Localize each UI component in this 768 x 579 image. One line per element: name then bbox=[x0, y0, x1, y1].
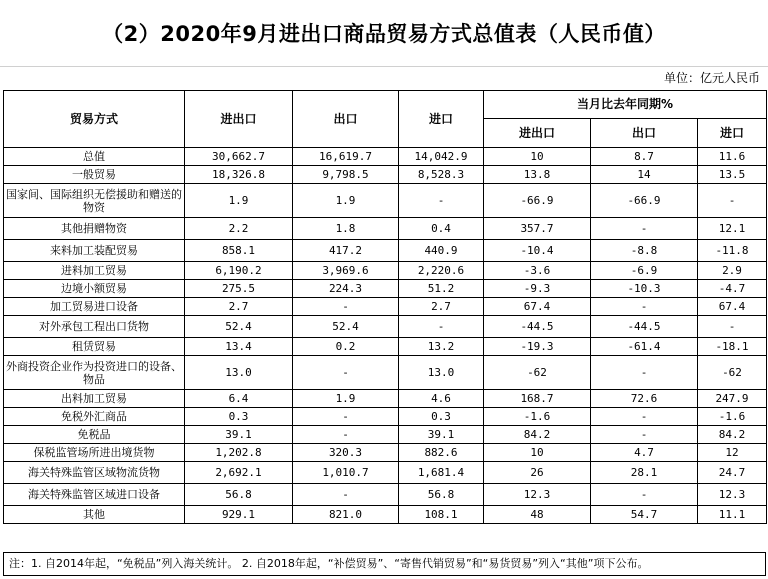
header-yoy-group: 当月比去年同期% bbox=[484, 91, 767, 119]
table-row bbox=[4, 298, 767, 316]
cell-export: - bbox=[293, 408, 399, 426]
table-row bbox=[4, 462, 767, 484]
cell-yoy-import: -4.7 bbox=[698, 280, 767, 298]
header-total: 进出口 bbox=[185, 91, 293, 148]
cell-yoy-export: 72.6 bbox=[591, 390, 698, 408]
cell-yoy-export: -61.4 bbox=[591, 338, 698, 356]
cell-export: 0.2 bbox=[293, 338, 399, 356]
cell-total: 52.4 bbox=[185, 316, 293, 338]
cell-yoy-export: 28.1 bbox=[591, 462, 698, 484]
cell-total: 1,202.8 bbox=[185, 444, 293, 462]
cell-yoy-total: 67.4 bbox=[484, 298, 591, 316]
table-row bbox=[4, 338, 767, 356]
cell-export: 224.3 bbox=[293, 280, 399, 298]
cell-export: - bbox=[293, 426, 399, 444]
cell-name: 来料加工装配贸易 bbox=[4, 240, 185, 262]
cell-total: 13.4 bbox=[185, 338, 293, 356]
cell-yoy-total: 12.3 bbox=[484, 484, 591, 506]
cell-yoy-import: 12 bbox=[698, 444, 767, 462]
cell-export: 1.9 bbox=[293, 390, 399, 408]
cell-yoy-import: 247.9 bbox=[698, 390, 767, 408]
cell-yoy-export: - bbox=[591, 484, 698, 506]
table-row bbox=[4, 408, 767, 426]
cell-total: 56.8 bbox=[185, 484, 293, 506]
cell-import: 2.7 bbox=[399, 298, 484, 316]
cell-total: 2.2 bbox=[185, 218, 293, 240]
cell-import: 56.8 bbox=[399, 484, 484, 506]
cell-name: 租赁贸易 bbox=[4, 338, 185, 356]
cell-yoy-import: -18.1 bbox=[698, 338, 767, 356]
cell-import: 14,042.9 bbox=[399, 148, 484, 166]
cell-yoy-total: 10 bbox=[484, 148, 591, 166]
cell-yoy-total: -66.9 bbox=[484, 184, 591, 218]
cell-import: 8,528.3 bbox=[399, 166, 484, 184]
cell-total: 39.1 bbox=[185, 426, 293, 444]
cell-export: 1.8 bbox=[293, 218, 399, 240]
cell-import: 882.6 bbox=[399, 444, 484, 462]
cell-yoy-import: - bbox=[698, 184, 767, 218]
cell-import: 0.3 bbox=[399, 408, 484, 426]
cell-name: 对外承包工程出口货物 bbox=[4, 316, 185, 338]
cell-total: 2,692.1 bbox=[185, 462, 293, 484]
cell-yoy-total: 357.7 bbox=[484, 218, 591, 240]
header-yoy-export: 出口 bbox=[591, 119, 698, 148]
cell-export: 320.3 bbox=[293, 444, 399, 462]
cell-yoy-import: 11.6 bbox=[698, 148, 767, 166]
cell-name: 出料加工贸易 bbox=[4, 390, 185, 408]
cell-yoy-total: -3.6 bbox=[484, 262, 591, 280]
cell-import: 13.0 bbox=[399, 356, 484, 390]
cell-name: 一般贸易 bbox=[4, 166, 185, 184]
cell-yoy-export: - bbox=[591, 298, 698, 316]
cell-name: 免税外汇商品 bbox=[4, 408, 185, 426]
cell-total: 929.1 bbox=[185, 506, 293, 524]
cell-export: - bbox=[293, 298, 399, 316]
cell-yoy-export: -44.5 bbox=[591, 316, 698, 338]
cell-yoy-export: -10.3 bbox=[591, 280, 698, 298]
header-yoy-import: 进口 bbox=[698, 119, 767, 148]
cell-import: 4.6 bbox=[399, 390, 484, 408]
table-row bbox=[4, 356, 767, 390]
cell-total: 13.0 bbox=[185, 356, 293, 390]
cell-name: 国家间、国际组织无偿援助和赠送的物资 bbox=[4, 184, 185, 218]
cell-total: 18,326.8 bbox=[185, 166, 293, 184]
cell-yoy-import: 12.3 bbox=[698, 484, 767, 506]
cell-import: 13.2 bbox=[399, 338, 484, 356]
cell-total: 0.3 bbox=[185, 408, 293, 426]
cell-yoy-total: -10.4 bbox=[484, 240, 591, 262]
cell-yoy-import: 2.9 bbox=[698, 262, 767, 280]
table-row bbox=[4, 166, 767, 184]
header-yoy-total: 进出口 bbox=[484, 119, 591, 148]
cell-export: - bbox=[293, 356, 399, 390]
cell-yoy-total: -44.5 bbox=[484, 316, 591, 338]
cell-yoy-total: -62 bbox=[484, 356, 591, 390]
cell-yoy-total: 26 bbox=[484, 462, 591, 484]
table-row bbox=[4, 426, 767, 444]
cell-name: 其他捐赠物资 bbox=[4, 218, 185, 240]
cell-export: 1,010.7 bbox=[293, 462, 399, 484]
cell-name: 进料加工贸易 bbox=[4, 262, 185, 280]
table-row bbox=[4, 148, 767, 166]
cell-total: 858.1 bbox=[185, 240, 293, 262]
cell-yoy-export: - bbox=[591, 426, 698, 444]
header-export: 出口 bbox=[293, 91, 399, 148]
cell-yoy-export: 4.7 bbox=[591, 444, 698, 462]
cell-total: 6,190.2 bbox=[185, 262, 293, 280]
cell-yoy-export: 54.7 bbox=[591, 506, 698, 524]
cell-import: - bbox=[399, 316, 484, 338]
cell-import: 2,220.6 bbox=[399, 262, 484, 280]
cell-yoy-export: - bbox=[591, 408, 698, 426]
cell-yoy-total: -1.6 bbox=[484, 408, 591, 426]
table-row bbox=[4, 444, 767, 462]
cell-yoy-total: 10 bbox=[484, 444, 591, 462]
unit-label: 单位：亿元人民币 bbox=[663, 71, 760, 85]
table-row bbox=[4, 262, 767, 280]
cell-total: 1.9 bbox=[185, 184, 293, 218]
cell-total: 30,662.7 bbox=[185, 148, 293, 166]
cell-yoy-export: 8.7 bbox=[591, 148, 698, 166]
cell-name: 保税监管场所进出境货物 bbox=[4, 444, 185, 462]
cell-yoy-import: -11.8 bbox=[698, 240, 767, 262]
cell-import: 51.2 bbox=[399, 280, 484, 298]
table-row bbox=[4, 218, 767, 240]
cell-total: 275.5 bbox=[185, 280, 293, 298]
table-row bbox=[4, 390, 767, 408]
cell-export: 9,798.5 bbox=[293, 166, 399, 184]
table-row bbox=[4, 506, 767, 524]
cell-import: 39.1 bbox=[399, 426, 484, 444]
cell-yoy-total: 13.8 bbox=[484, 166, 591, 184]
cell-export: 417.2 bbox=[293, 240, 399, 262]
header-import: 进口 bbox=[399, 91, 484, 148]
cell-yoy-import: -1.6 bbox=[698, 408, 767, 426]
cell-yoy-import: - bbox=[698, 316, 767, 338]
cell-name: 免税品 bbox=[4, 426, 185, 444]
cell-yoy-export: - bbox=[591, 218, 698, 240]
cell-yoy-import: 12.1 bbox=[698, 218, 767, 240]
table-row bbox=[4, 184, 767, 218]
cell-yoy-export: 14 bbox=[591, 166, 698, 184]
page-title: （2）2020年9月进出口商品贸易方式总值表（人民币值） bbox=[0, 0, 768, 67]
cell-name: 加工贸易进口设备 bbox=[4, 298, 185, 316]
cell-yoy-import: 67.4 bbox=[698, 298, 767, 316]
cell-yoy-total: -19.3 bbox=[484, 338, 591, 356]
cell-yoy-import: 84.2 bbox=[698, 426, 767, 444]
cell-import: 108.1 bbox=[399, 506, 484, 524]
cell-yoy-total: 84.2 bbox=[484, 426, 591, 444]
cell-yoy-import: 13.5 bbox=[698, 166, 767, 184]
cell-name: 边境小额贸易 bbox=[4, 280, 185, 298]
table-row bbox=[4, 280, 767, 298]
cell-export: 52.4 bbox=[293, 316, 399, 338]
cell-export: 1.9 bbox=[293, 184, 399, 218]
cell-import: 440.9 bbox=[399, 240, 484, 262]
cell-name: 外商投资企业作为投资进口的设备、物品 bbox=[4, 356, 185, 390]
cell-export: 16,619.7 bbox=[293, 148, 399, 166]
cell-import: 1,681.4 bbox=[399, 462, 484, 484]
cell-yoy-import: 11.1 bbox=[698, 506, 767, 524]
cell-export: - bbox=[293, 484, 399, 506]
cell-yoy-total: 168.7 bbox=[484, 390, 591, 408]
cell-yoy-export: - bbox=[591, 356, 698, 390]
header-trade-mode: 贸易方式 bbox=[4, 91, 185, 148]
table-row bbox=[4, 240, 767, 262]
cell-yoy-import: -62 bbox=[698, 356, 767, 390]
table-body bbox=[4, 148, 767, 524]
table-row bbox=[4, 316, 767, 338]
cell-total: 2.7 bbox=[185, 298, 293, 316]
cell-yoy-total: -9.3 bbox=[484, 280, 591, 298]
cell-name: 其他 bbox=[4, 506, 185, 524]
cell-import: 0.4 bbox=[399, 218, 484, 240]
cell-export: 821.0 bbox=[293, 506, 399, 524]
cell-yoy-import: 24.7 bbox=[698, 462, 767, 484]
cell-yoy-export: -6.9 bbox=[591, 262, 698, 280]
cell-name: 总值 bbox=[4, 148, 185, 166]
footnote: 注：1. 自2014年起，“免税品”列入海关统计。 2. 自2018年起，“补偿贸易”、“寄售代销贸易”和“易货贸易”列入“其他”项下公布。 bbox=[3, 552, 766, 576]
cell-name: 海关特殊监管区域进口设备 bbox=[4, 484, 185, 506]
cell-name: 海关特殊监管区域物流货物 bbox=[4, 462, 185, 484]
table-row bbox=[4, 484, 767, 506]
cell-yoy-export: -8.8 bbox=[591, 240, 698, 262]
cell-import: - bbox=[399, 184, 484, 218]
trade-table bbox=[3, 90, 767, 524]
cell-yoy-total: 48 bbox=[484, 506, 591, 524]
cell-yoy-export: -66.9 bbox=[591, 184, 698, 218]
cell-total: 6.4 bbox=[185, 390, 293, 408]
cell-export: 3,969.6 bbox=[293, 262, 399, 280]
